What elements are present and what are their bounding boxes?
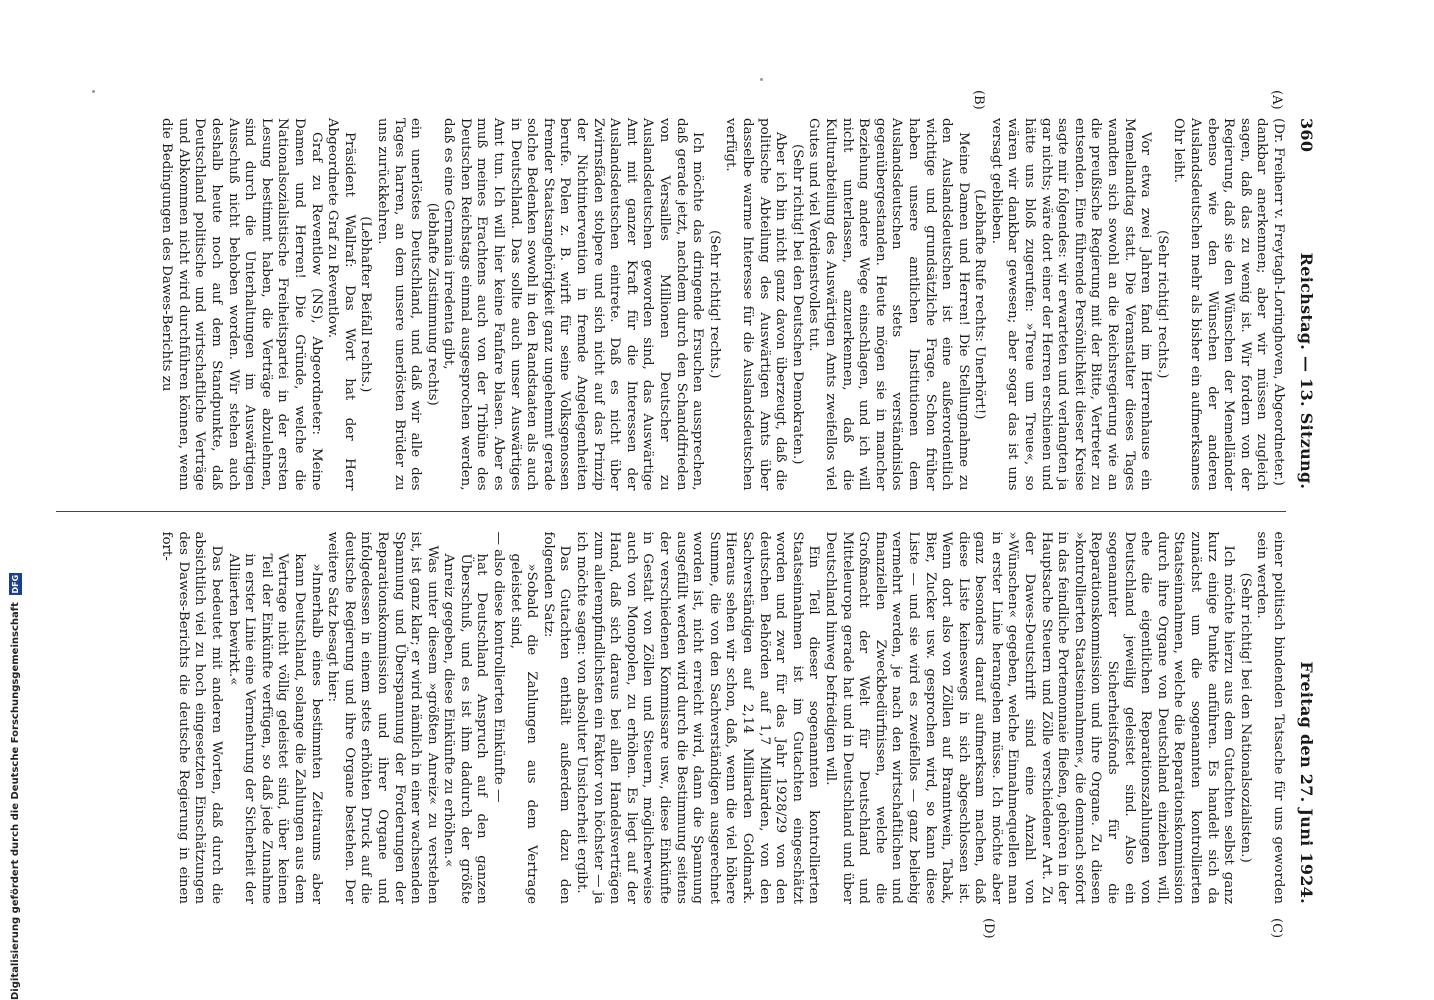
left-column-paragraph: dankbar anerkennen; aber wir müssen zugleich sagen, daß das zu wenig ist. Wir fordern von der Regierung, daß sie den Wünschen der Memelländer ebenso wie den Wünschen der anderen Auslandsdeutschen mehr als bisher ein aufmerksames Ohr leiht. [1171, 118, 1270, 491]
digitization-note [6, 0, 24, 1000]
left-column-paragraph: Präsident Wallraf: Das Wort hat der Herr Abgeordnete Graf zu Reventlow. [325, 118, 357, 491]
right-column-paragraph: — also diese kontrollierten Einkünfte — [491, 531, 507, 803]
left-column-interjection: (Sehr richtig! rechts.) [1154, 230, 1170, 379]
page-title: Reichstag. — 13. Sitzung. [1297, 252, 1316, 490]
right-column-paragraph: Das Gutachten enthält außerdem dazu den folgenden Satz: [540, 531, 573, 904]
left-column-paragraph: ein unerlöstes Deutschland, und daß wir alle des Tages harren, an dem unsere unerlösten Brüder zu uns zurückkehren. [374, 118, 424, 491]
text-columns [56, 90, 1286, 939]
digitization-text: Digitalisierung gefördert durch die Deutsche Forschungsgemeinschaft [9, 602, 21, 1000]
margin-mark-d: (D) [981, 918, 996, 939]
right-column [56, 531, 1286, 904]
left-column-paragraph: Aber ich bin nicht ganz davon überzeugt, daß die politische Abteilung des Auswärtigen Amts über dasselbe warme Interesse für die Auslandsdeutschen verfügt. [723, 118, 789, 491]
right-column-paragraph: »Innerhalb eines bestimmten Zeitraums aber kann Deutschland, solange die Zahlungen aus dem Vertrage nicht völlig geleistet sind, über keinen Teil der Einkünfte verfügen, so daß jede Zunahme in erster Linie eine Vermehrung der Sicherheit der Alliierten bewirkt.« [225, 553, 324, 904]
scan-speck [760, 78, 763, 81]
right-column-paragraph: hat Deutschland Anspruch auf den ganzen Überschuß, und es ist ihm dadurch der größte Anreiz gegeben, diese Einkünfte zu erhöhen.« [441, 553, 490, 904]
right-column-paragraph: einer politisch bindenden Tatsache für uns geworden sein werden. [1254, 531, 1286, 904]
margin-mark-a: (A) [1269, 90, 1284, 110]
page-number: 360 [1297, 118, 1316, 153]
right-column-paragraph: Ich möchte hierzu aus dem Gutachten selbst ganz kurz einige Punkte anführen. Es handelt sich da zunächst um die sogenannten kontrollierten Staatseinnahmen, welche die Reparationskommission durch ihre Organe von Deutschland einziehen will, ehe die eigentlichen Reparationszahlungen von Deutschland jeweilig geleistet sind. Also ein sogenannter Sicherheitsfonds für die Reparationskommission und ihre Organe. Zu diesen »kontrollierten Staatseinnahmen«, die demnach sofort in das feindliche Portemonnaie fließen, gehören in der Hauptsache Steuern und Zölle verschiedener Art. Zu der Dawes-Deutschrift sind eine Anzahl von »Wünschen« gegeben, welche Einnahmequellen man in erster Linie herangehen müsse. Ich möchte aber ganz besonders darauf aufmerksam machen, daß diese Liste keineswegs in sich abgeschlossen ist. Wenn dort also von Zöllen auf Branntwein, Tabak, Bier, Zucker usw. gesprochen wird, so kann diese Liste — und sie wird es zweifellos — ganz beliebig vermehrt werden, je nach den wirtschaftlichen und finanziellen Zweckbedürfnissen, welche die Großmacht der Welt für Deutschland und Mitteleuropa gerade hat und in Deutschland und über Deutschland hinweg befriedigen will. [822, 531, 1237, 904]
left-column [56, 118, 1286, 491]
left-column-paragraph: Graf zu Reventlow (NS), Abgeordneter: Meine Damen und Herren! Die Gründe, welche die Nationalsozialistische Freiheitspartei in der ersten Lesung bestimmt haben, die Verträge abzulehnen, sind durch die Unterhaltungen im Auswärtigen Ausschuß nicht behoben worden. Wir stehen auch deshalb heute noch auf dem Standpunkte, daß Deutschland politische und wirtschaftliche Verträge und Abkommen nicht wird durchführen können, wenn die Bedingungen des Dawes-Berichts zu [159, 118, 324, 491]
left-column-interjection: (Sehr richtig! rechts.) [706, 230, 722, 379]
scan-speck [92, 90, 95, 93]
left-column-interjection: (Lebhafter Beifall rechts.) [358, 216, 374, 393]
right-column-paragraph: Was unter diesem »größten Anreiz« zu verstehen ist, ist ganz klar; er wird nämlich in einer wachsenden Spannung und Überspannung der Forderungen der Reparationskommission und ihrer Organe und infolgedessen in einem stets erhöhten Druck auf die deutsche Regierung und ihre Organe bestehen. Der weitere Satz besagt hier: [325, 531, 440, 904]
dfg-logo: DFG [8, 572, 23, 596]
left-column-paragraph: (Dr. Freiherr v. Freytagh-Loringhoven, Abgeordneter.) [1271, 118, 1286, 486]
right-column-paragraph: »Sobald die Zahlungen aus dem Vertrage geleistet sind, [507, 553, 540, 904]
right-column-paragraph: Ein Teil dieser sogenannten kontrollierten Staatseinnahmen ist im Gutachten eingeschätzt worden und zwar für das Jahr 1928/29 von den deutschen Behörden auf 1,7 Milliarden, von den Sachverständigen auf 2,14 Milliarden Goldmark. Hieraus sehen wir schon, daß, wenn die viel höhere Summe, die von den Sachverständigen ausgerechnet worden ist, nicht erreicht wird, dann die Spannung ausgefüllt werden wird durch die Bestimmung seitens der verschiedenen Kommissare usw., diese Einkünfte in Gestalt von Zöllen und Steuern, möglicherweise auch von Monopolen, zu erhöhen. Es liegt auf der Hand, daß sich daraus bei allen Handelsverträgen zum allerempfindlichsten ein Faktor von höchster — ja ich möchte sagen: von absoluter Unsicherheit ergibt. [574, 531, 822, 904]
right-column-interjection: (Sehr richtig! bei den Nationalsozialisten.) [1237, 572, 1253, 863]
margin-mark-b: (B) [971, 90, 986, 110]
left-column-interjection: (lebhafte Zustimmung rechts) [424, 202, 440, 406]
left-column-paragraph: Meine Damen und Herren! Die Stellungnahme zu den Auslandsdeutschen ist eine außerordentlich wichtige und grundsätzliche Frage. Schon früher haben unsere amtlichen Institutionen dem Auslandsdeutschen stets verständnislos gegenübergestanden. Heute mögen sie in mancher Beziehung andere Wege einschlagen, und ich will nicht unterlassen, anzuerkennen, daß die Kulturabteilung des Auswärtigen Amts zweifellos viel Gutes und viel Verdienstvolles tut. [806, 118, 971, 491]
right-column-paragraph: Das bedeutet mit anderen Worten, daß durch die absichtlich viel zu hoch eingesetzten Einschätzungen des Dawes-Berichts die deutsche Regierung in einen fort- [159, 531, 224, 904]
left-column-interjection: (Sehr richtig! bei den Deutschen Demokraten.) [789, 144, 805, 465]
column-divider [56, 511, 1286, 512]
left-column-paragraph: Vor etwa zwei Jahren fand im Herrenhause ein Memellandtag statt. Die Veranstalter dieses Tages wandten sich sowohl an die Reichsregierung wie an die preußische Regierung mit der Bitte, Vertreter zu entsenden. Eine führende Persönlichkeit dieser Kreise sagte mir folgendes: wir erwarteten und verlangten ja gar nichts; wäre dort einer der Herren erschienen und hätte uns bloß zugerufen: »Treue um Treue«, so wären wir dankbar gewesen; aber sogar das ist uns versagt geblieben. [988, 118, 1154, 491]
page-header [1290, 118, 1316, 904]
page-date: Freitag den 27. Juni 1924. [1297, 661, 1316, 904]
left-column-paragraph: Ich möchte das dringende Ersuchen aussprechen, daß gerade jetzt, nachdem durch den Schanddfrieden von Versailles Millionen Deutscher zu Auslandsdeutschen geworden sind, das Auswärtige Amt mit ganzer Kraft für die Interessen der Auslandsdeutschen eintrete. Daß es nicht über Zwirnsfäden stolpere und sich nicht auf das Prinzip der Nichtintervention in fremde Angelegenheiten berufe. Polen z. B. wirft für seine Volksgenossen fremder Staatsangehörigkeit ganz ungehemmt gerade solche Bedenken sowohl in den Randstaaten als auch in Deutschland. Das sollte auch unser Auswärtiges Amt tun. Ich will hier keine Fanfare blasen. Aber es muß meines Erachtens auch von der Tribüne des Deutschen Reichstags einmal ausgesprochen werden, daß es eine Germania irredenta gibt, [441, 118, 706, 491]
margin-mark-c: (C) [1269, 918, 1284, 939]
left-column-interjection: (Lebhafte Rufe rechts: Unerhört!) [972, 189, 988, 420]
